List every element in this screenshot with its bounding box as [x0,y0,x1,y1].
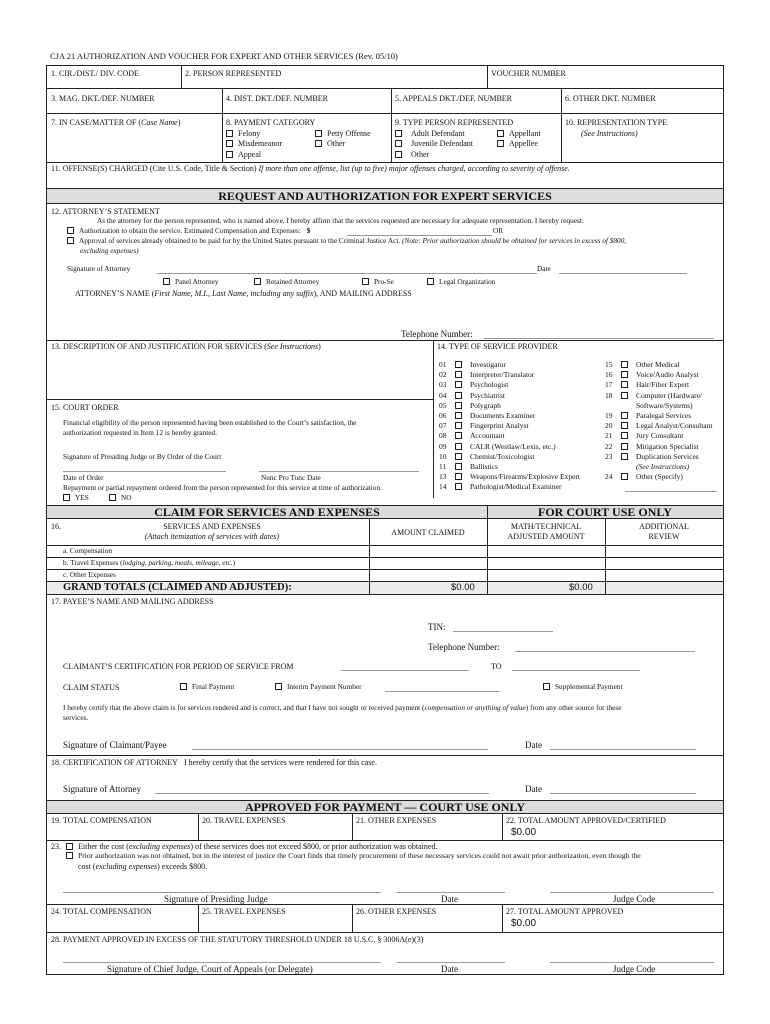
payment-felony[interactable]: Felony [226,129,260,138]
person-appellee[interactable]: Appellee [497,139,538,148]
provider-code: 06 [439,411,447,420]
provider-code: 14 [439,482,447,492]
provider-code: 22 [605,441,613,451]
col-amount-claimed: AMOUNT CLAIMED [391,528,465,537]
attorney-date-label: Date [537,264,551,273]
provider-item[interactable] [439,402,501,411]
field-12-label: 12. ATTORNEY’S STATEMENT [51,207,160,216]
provider-code: 21 [605,431,613,441]
provider-code: 10 [439,451,447,461]
provider-item[interactable] [605,453,699,462]
date-of-order-line[interactable] [63,471,226,472]
row-other-expenses: c. Other Expenses [63,570,116,579]
field-20-label: 20. TRAVEL EXPENSES [202,816,286,825]
type-legal-organization[interactable]: Legal Organization [427,278,495,286]
field-25-label: 25. TRAVEL EXPENSES [202,907,286,916]
signature-chief-judge-label: Signature of Chief Judge, Court of Appeals (or Delegate) [107,964,313,974]
period-from-line[interactable] [341,670,469,671]
form-frame [46,65,724,975]
payee-certify-text: I hereby certify that the above claim is for services rendered and is correct, and that I have not sought or received payment (compensation or anything of value) from any other source for these [63,703,622,712]
signature-attorney-2-label: Signature of Attorney [63,784,141,794]
presiding-date-label: Date [441,894,458,904]
field-10-note: (See Instructions) [581,129,638,138]
field-18-label: 18. CERTIFICATION OF ATTORNEY I hereby certify that the services were rendered for this case. [51,758,377,767]
provider-label: Interpreter/Translator [470,370,535,380]
provider-checkbox[interactable] [621,412,628,419]
provider-checkbox[interactable] [455,453,462,460]
repayment-no[interactable]: NO [109,494,132,502]
field-9-label: 9. TYPE PERSON REPRESENTED [395,118,514,127]
provider-code: 05 [439,400,447,410]
provider-checkbox[interactable] [455,432,462,439]
attorney-telephone-line[interactable] [484,338,714,339]
tin-line[interactable] [453,631,553,632]
grand-total-adjusted: $0.00 [569,582,593,593]
provider-label: Mitigation Specialist [636,441,699,451]
provider-code: 15 [605,360,613,369]
provider-item[interactable] [605,361,680,370]
provider-item[interactable] [605,422,712,431]
provider-code: 19 [605,411,613,420]
provider-item [605,463,689,472]
claim-status-label: CLAIM STATUS [63,683,120,692]
field-16-label: 16. [51,522,61,531]
chief-date-label: Date [441,964,458,974]
provider-code: 13 [439,472,447,482]
signature-judge-label: Signature of Presiding Judge or By Order of the Court [63,452,222,461]
provider-checkbox[interactable] [455,483,462,490]
type-panel-attorney[interactable]: Panel Attorney [163,278,219,286]
payment-other[interactable]: Other [315,139,345,148]
provider-label: Accountant [470,431,505,441]
field-10-label: 10. REPRESENTATION TYPE [565,118,668,127]
provider-label: Other Medical [636,360,680,369]
provider-item[interactable] [439,392,505,401]
provider-checkbox[interactable] [621,422,628,429]
period-to-line[interactable] [512,670,640,671]
court-order-text-1: Financial eligibility of the person represented having been established to the Court’s satisfaction, the [63,418,357,427]
claim-section-title: CLAIM FOR SERVICES AND EXPENSES [154,505,380,519]
provider-checkbox[interactable] [455,381,462,388]
nunc-pro-tunc-label: Nunc Pro Tunc Date [261,473,321,482]
person-other[interactable]: Other [395,150,429,159]
attorney-2-date-label: Date [525,784,542,794]
signature-attorney-label: Signature of Attorney [67,264,131,273]
provider-label: Polygraph [470,400,501,410]
col-review-1: ADDITIONAL [639,522,689,531]
payment-petty-offense[interactable]: Petty Offense [315,129,371,138]
claimant-date-label: Date [525,740,542,750]
provider-label: Fingerprint Analyst [470,421,529,431]
court-use-title: FOR COURT USE ONLY [538,505,672,519]
provider-code: 02 [439,370,447,380]
interim-number-line[interactable] [385,691,499,692]
field-14-label: 14. TYPE OF SERVICE PROVIDER [437,342,558,351]
provider-label: Chemist/Toxicologist [470,451,535,461]
provider-code: 23 [605,451,613,461]
provider-code: 09 [439,441,447,451]
chief-judge-code-line[interactable] [550,962,714,963]
payee-certify-text-2: services. [63,713,89,722]
grand-totals-label: GRAND TOTALS (CLAIMED AND ADJUSTED): [63,582,292,593]
repayment-yes[interactable]: YES [63,494,89,502]
nunc-pro-tunc-line[interactable] [259,471,419,472]
status-supplemental-payment[interactable]: Supplemental Payment [543,683,623,691]
provider-item[interactable] [439,463,498,472]
provider-checkbox[interactable] [621,361,628,368]
field-23-label: 23. [51,842,61,851]
provider-label: Pathologist/Medical Examiner [470,482,562,492]
field-2-label: 2. PERSON REPRESENTED [185,69,282,78]
provider-item[interactable] [605,412,691,421]
signature-chief-judge-line[interactable] [63,962,381,963]
provider-checkbox[interactable] [621,371,628,378]
field-11-label: 11. OFFENSE(S) CHARGED (Cite U.S. Code, Title & Section) If more than one offense, list (up to five) major offenses charged, according to severity of offense. [51,164,570,173]
provider-label: Jury Consultant [636,431,684,441]
provider-item[interactable] [439,371,534,380]
provider-label: Software/Systems) [636,400,693,410]
provider-code: 01 [439,360,447,369]
provider-label: Other (Specify) [636,472,683,482]
provider-label: Voice/Audio Analyst [636,370,699,380]
provider-label: Psychiatrist [470,390,505,400]
attorney-telephone-label: Telephone Number: [401,329,473,339]
field-22-label: 22. TOTAL AMOUNT APPROVED/CERTIFIED [506,816,666,825]
provider-label: Paralegal Services [636,411,692,420]
option-prior-cost-note: cost (excluding expenses) exceeds $800. [78,862,208,871]
field-5-label: 5. APPEALS DKT./DEF. NUMBER [395,94,513,103]
person-appellant[interactable]: Appellant [497,129,541,138]
provider-label: Legal Analyst/Consultant [636,421,713,431]
payee-telephone-label: Telephone Number: [428,642,500,652]
certification-period-label: CLAIMANT’S CERTIFICATION FOR PERIOD OF SERVICE FROM [63,662,294,671]
attorney-name-label: ATTORNEY’S NAME (First Name, M.I., Last Name, including any suffix), AND MAILING ADDRESS [75,289,412,298]
provider-item[interactable] [605,392,702,401]
provider-label: CALR (Westlaw/Lexis, etc.) [470,441,556,451]
presiding-date-line[interactable] [397,892,505,893]
signature-presiding-judge-line[interactable] [63,892,381,893]
col-review-2: REVIEW [648,532,680,541]
presiding-judge-code-label: Judge Code [613,894,656,904]
person-juvenile-defendant[interactable]: Juvenile Defendant [395,139,473,148]
attorney-date-line[interactable] [559,273,687,274]
date-of-order-label: Date of Order [63,473,104,482]
presiding-judge-code-line[interactable] [550,892,714,893]
option-authorization[interactable]: Authorization to obtain the service. Estimated Compensation and Expenses: $ [67,227,310,235]
option-prior-not-obtained[interactable]: Prior authorization was not obtained, but in the interest of justice the Court finds that timely procurement of these necessary services could not await prior authorization, even though the [66,852,641,861]
field-6-label: 6. OTHER DKT. NUMBER [565,94,656,103]
col-services-sub: (Attach itemization of services with dates) [144,532,280,541]
provider-label: Psychologist [470,380,509,390]
provider-code: 24 [605,472,613,482]
or-label: OR [493,226,504,235]
field-22-value: $0.00 [511,827,537,838]
signature-claimant-line[interactable] [192,749,488,750]
repayment-text: Repayment or partial repayment ordered from the person represented for this service at time of authorization. [63,483,382,492]
field-13-label: 13. DESCRIPTION OF AND JUSTIFICATION FOR SERVICES (See Instructions) [51,342,321,351]
field-17-label: 17. PAYEE’S NAME AND MAILING ADDRESS [51,597,214,606]
provider-code: 17 [605,380,613,390]
provider-code: 03 [439,380,447,390]
provider-checkbox[interactable] [455,473,462,480]
field-19-label: 19. TOTAL COMPENSATION [51,816,152,825]
row-compensation: a. Compensation [63,546,113,555]
attorney-2-date-line[interactable] [550,793,696,794]
provider-label: Weapons/Firearms/Explosive Expert [470,472,580,482]
field-24-label: 24. TOTAL COMPENSATION [51,907,152,916]
provider-item[interactable] [439,483,561,492]
payee-telephone-line[interactable] [515,651,695,652]
provider-code: 16 [605,370,613,380]
status-interim-payment[interactable]: Interim Payment Number [275,683,362,691]
status-final-payment[interactable]: Final Payment [180,683,234,691]
court-order-text-2: authorization requested in Item 12 is hereby granted. [63,428,217,437]
provider-item[interactable] [605,432,683,441]
payment-misdemeanor[interactable]: Misdemeanor [226,139,282,148]
provider-code: 20 [605,421,613,431]
signature-attorney-line[interactable] [157,273,537,274]
provider-checkbox[interactable] [455,392,462,399]
approved-section-title: APPROVED FOR PAYMENT — COURT USE ONLY [244,800,526,814]
provider-code: 11 [439,462,447,471]
other-specify-line[interactable] [625,491,717,492]
provider-label: Ballistics [470,462,498,471]
approval-note-cont: excluding expenses) [80,246,139,255]
field-3-label: 3. MAG. DKT./DEF. NUMBER [51,94,155,103]
provider-item[interactable] [439,453,534,462]
provider-code: 04 [439,390,447,400]
provider-checkbox[interactable] [621,392,628,399]
provider-checkbox[interactable] [455,422,462,429]
signature-attorney-2-line[interactable] [155,793,489,794]
field-15-label: 15. COURT ORDER [51,403,119,412]
person-adult-defendant[interactable]: Adult Defendant [395,129,465,138]
provider-code: 07 [439,421,447,431]
field-28-label: 28. PAYMENT APPROVED IN EXCESS OF THE STATUTORY THRESHOLD UNDER 18 U.S.C. § 3006A(e)(3) [51,935,424,944]
provider-item[interactable] [439,381,508,390]
provider-item[interactable] [439,422,529,431]
provider-checkbox[interactable] [455,463,462,470]
voucher-number-label: VOUCHER NUMBER [491,69,566,78]
provider-label: Hair/Fiber Expert [636,380,690,390]
provider-checkbox[interactable] [621,432,628,439]
col-adjusted-1: MATH/TECHNICAL [510,522,582,531]
provider-item [605,402,693,411]
provider-label: Computer (Hardware/ [636,390,703,400]
grand-total-claimed: $0.00 [451,582,475,593]
field-27-value: $0.00 [511,918,537,929]
provider-label: Duplication Services [636,451,699,461]
payment-appeal[interactable]: Appeal [226,150,261,159]
row-travel-expenses: b. Travel Expenses (lodging, parking, meals, mileage, etc.) [63,558,236,567]
provider-label: Investigator [470,360,506,369]
provider-checkbox[interactable] [621,453,628,460]
field-27-label: 27. TOTAL AMOUNT APPROVED [506,907,624,916]
provider-label: Documents Examiner [470,411,536,420]
provider-item[interactable] [439,361,506,370]
field-7-label: 7. IN CASE/MATTER OF (Case Name) [51,118,181,127]
provider-checkbox[interactable] [621,443,628,450]
claimant-date-line[interactable] [550,749,696,750]
form-title: CJA 21 AUTHORIZATION AND VOUCHER FOR EXPERT AND OTHER SERVICES (Rev. 05/10) [50,51,398,61]
provider-item[interactable] [605,371,699,380]
provider-checkbox[interactable] [455,371,462,378]
provider-label: (See Instructions) [636,462,690,471]
option-cost-not-exceed[interactable]: Either the cost (excluding expenses) of these services does not exceed $800, or prior authorization was obtained. [66,842,437,851]
chief-judge-code-label: Judge Code [613,964,656,974]
request-section-title: REQUEST AND AUTHORIZATION FOR EXPERT SERVICES [218,189,552,203]
provider-checkbox[interactable] [621,381,628,388]
attorney-statement: As the attorney for the person represented, who is named above, I hereby affirm that the services requested are necessary for adequate representation. I hereby request: [97,216,584,225]
provider-item[interactable] [439,473,580,482]
signature-claimant-label: Signature of Claimant/Payee [63,740,167,750]
provider-item[interactable] [439,443,556,452]
provider-item[interactable] [605,381,689,390]
field-8-label: 8. PAYMENT CATEGORY [226,118,316,127]
provider-code: 18 [605,390,613,400]
col-adjusted-2: ADJUSTED AMOUNT [507,532,585,541]
field-1-label: 1. CIR./DIST./ DIV. CODE [51,69,139,78]
provider-item[interactable] [605,473,683,482]
chief-date-line[interactable] [397,962,505,963]
provider-checkbox[interactable] [455,361,462,368]
provider-checkbox[interactable] [455,443,462,450]
provider-code: 08 [439,431,447,441]
provider-item[interactable] [605,443,699,452]
provider-checkbox[interactable] [455,412,462,419]
provider-checkbox[interactable] [455,402,462,409]
field-26-label: 26. OTHER EXPENSES [356,907,437,916]
tin-label: TIN: [428,622,446,632]
signature-presiding-judge-label: Signature of Presiding Judge [164,894,268,904]
provider-checkbox[interactable] [621,473,628,480]
field-21-label: 21. OTHER EXPENSES [356,816,437,825]
provider-item[interactable] [439,412,535,421]
field-4-label: 4. DIST. DKT./DEF. NUMBER [226,94,328,103]
col-services-header: SERVICES AND EXPENSES [163,522,261,531]
type-retained-attorney[interactable]: Retained Attorney [254,278,319,286]
option-approval[interactable]: Approval of services already obtained to be paid for by the United States pursuant to the Criminal Justice Act. (Note: Prior authorization should be obtained for services in excess of $800, [67,237,626,245]
type-pro-se[interactable]: Pro-Se [362,278,394,286]
period-to-label: TO [491,662,502,671]
provider-item[interactable] [439,432,505,441]
